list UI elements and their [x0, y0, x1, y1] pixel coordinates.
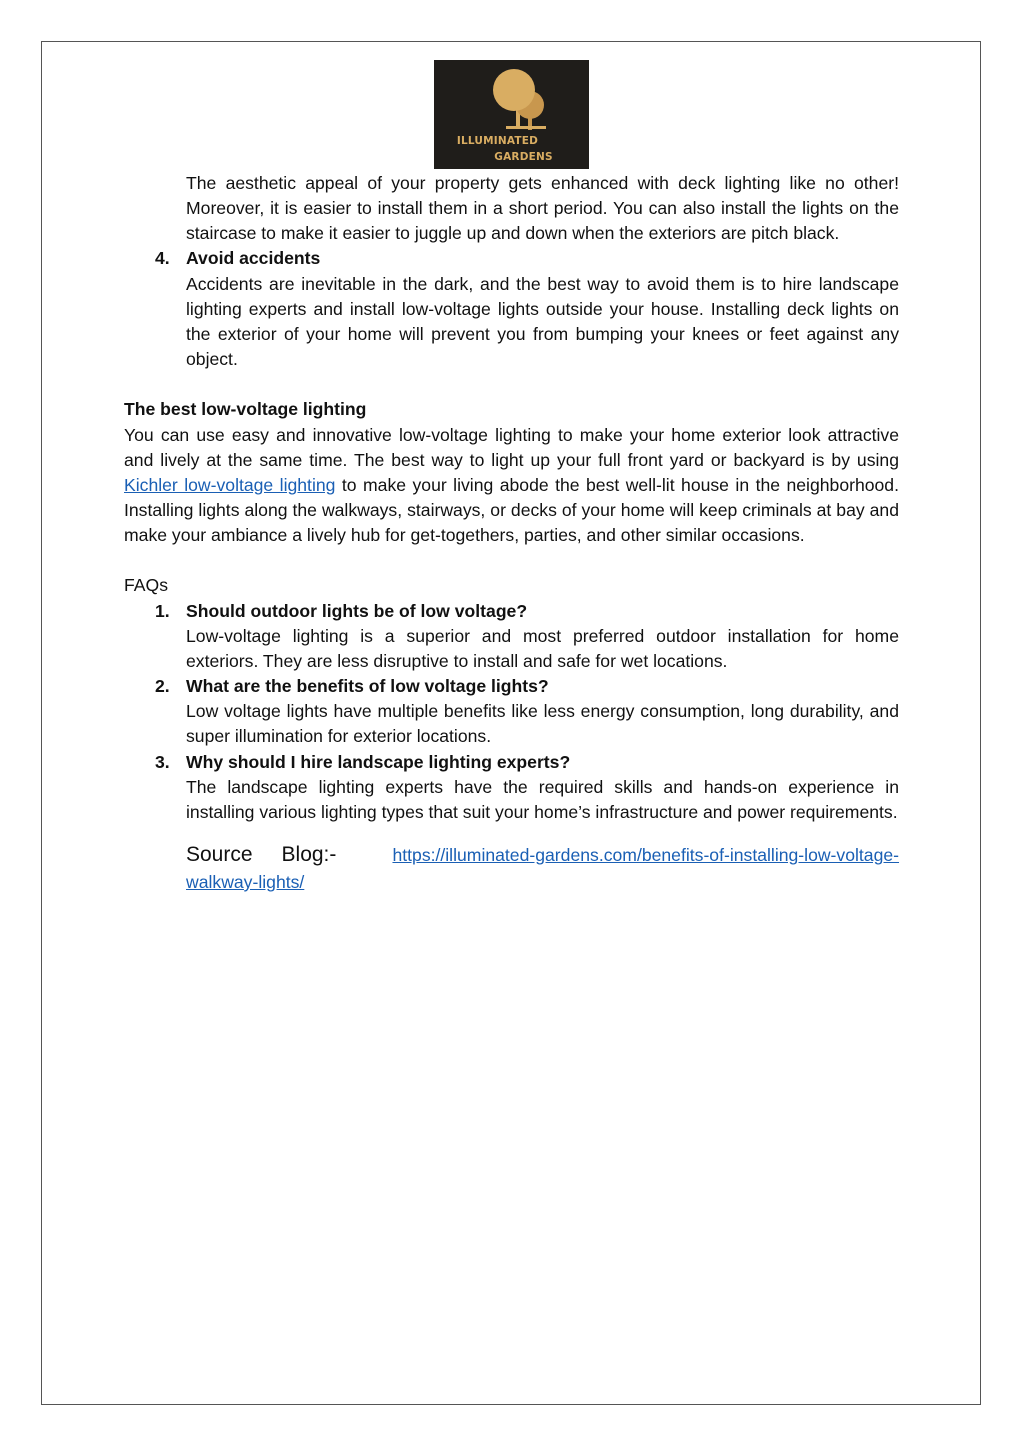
faqs-heading: FAQs	[124, 575, 168, 596]
source-label: Source Blog:-	[186, 843, 337, 867]
best-lighting-paragraph	[124, 423, 899, 549]
faq-item	[124, 674, 899, 749]
faq-question: Why should I hire landscape lighting experts?	[186, 751, 571, 772]
list-item	[124, 246, 899, 372]
faq-answer: Low voltage lights have multiple benefits like less energy consumption, long durability, and super illumination for exterior locations.	[186, 701, 899, 747]
kichler-lighting-link[interactable]: Kichler low-voltage lighting	[124, 474, 336, 495]
faq-answer: Low-voltage lighting is a superior and most preferred outdoor installation for home exteriors. They are less disruptive to install and safe for wet locations.	[186, 625, 899, 671]
faq-item	[124, 750, 899, 825]
faq-question: Should outdoor lights be of low voltage?	[186, 600, 528, 621]
logo-text-line2: GARDENS	[494, 151, 553, 163]
list-number: 1.	[155, 600, 170, 621]
section-heading-best-lighting: The best low-voltage lighting	[124, 399, 367, 420]
faq-question: What are the benefits of low voltage lights?	[186, 676, 549, 697]
source-url-link[interactable]: https://illuminated-gardens.com/benefits-of-installing-low-voltage-walkway-lights/	[186, 845, 900, 893]
source-blog	[124, 841, 899, 896]
logo-text-line1: ILLUMINATED	[456, 135, 539, 147]
paragraph-text: to make your living abode the best well-lit house in the neighborhood. Installing lights along the walkways, stairways, or decks of your home will keep criminals at bay and make your ambiance a lively hub for get-togethers, parties, and other similar occasions.	[124, 474, 899, 546]
illuminated-gardens-logo	[434, 60, 589, 169]
paragraph-text: You can use easy and innovative low-voltage lighting to make your home exterior look attractive and lively at the same time. The best way to light up your full front yard or backyard is by using	[124, 424, 899, 470]
list-number: 4.	[155, 248, 170, 269]
list-item-text: Accidents are inevitable in the dark, and the best way to avoid them is to hire landscape lighting experts and install low-voltage lights outside your house. Installing deck lights on the exterior of your home will prevent you from bumping your knees or feet against any object.	[186, 273, 899, 370]
list-number: 2.	[155, 676, 170, 697]
document-body	[124, 171, 899, 896]
list-number: 3.	[155, 751, 170, 772]
list-item-title: Avoid accidents	[186, 248, 321, 269]
intro-paragraph: The aesthetic appeal of your property gets enhanced with deck lighting like no other! Moreover, it is easier to install them in a short period. You can also install the lights on the staircase to make it easier to juggle up and down when the exteriors are pitch black.	[186, 173, 899, 244]
faq-item	[124, 599, 899, 674]
faq-answer: The landscape lighting experts have the required skills and hands-on experience in installing various lighting types that suit your home’s infrastructure and power requirements.	[186, 776, 899, 822]
